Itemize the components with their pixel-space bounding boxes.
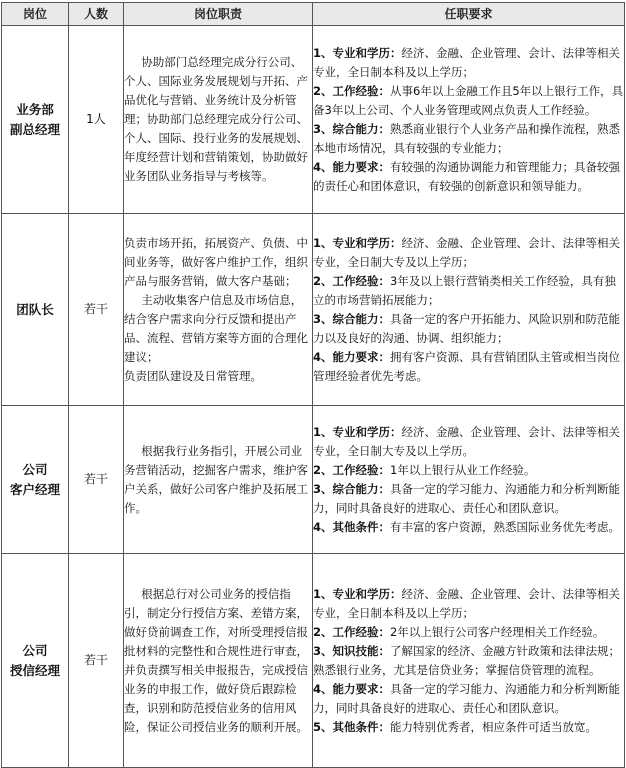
requirement-item	[313, 461, 624, 480]
requirement-item	[313, 310, 624, 348]
requirement-item	[313, 718, 624, 737]
requirements-cell	[313, 26, 625, 214]
duty-paragraph: 主动收集客户信息及市场信息，结合客户需求向分行反馈和提出产品、流程、营销方案等方面的合理化建议；	[124, 292, 308, 364]
duties-cell	[124, 554, 313, 768]
requirement-item	[313, 518, 624, 537]
position-line: 公司	[22, 461, 48, 477]
requirement-text: 具备一定的学习能力、沟通能力和分析判断能力，同时具备良好的进取心、责任心和团队意识。	[313, 481, 621, 515]
requirement-label: 3、综合能力：	[313, 311, 391, 326]
requirement-text: 从事6年以上金融工作且5年以上银行工作，具备3年以上公司、个人业务管理或网点负责人工作经验。	[313, 83, 624, 117]
duty-paragraph: 根据总行对公司业务的授信指引，制定分行授信方案、差错方案，做好贷前调查工作，对所受理授信报批材料的完整性和合规性进行审查，并负责撰写相关申报报告，完成授信业务的申报工作，做好贷后跟踪检查，识别和防范授信业务的信用风险，保证公司授信业务的顺利开展。	[124, 586, 308, 734]
requirement-item	[313, 585, 624, 623]
requirement-label: 1、专业和学历：	[313, 45, 402, 60]
requirement-label: 4、能力要求：	[313, 159, 391, 174]
requirement-item	[313, 234, 624, 272]
job-table	[1, 2, 625, 768]
requirement-item	[313, 623, 624, 642]
header-count: 人数	[69, 3, 124, 26]
position-line: 团队长	[16, 301, 54, 317]
requirement-label: 2、工作经验：	[313, 273, 391, 288]
requirement-item	[313, 44, 624, 82]
requirement-label: 3、知识技能：	[313, 643, 391, 658]
requirement-item	[313, 348, 624, 386]
requirement-item	[313, 272, 624, 310]
count-cell: 若干	[69, 406, 124, 554]
header-row	[2, 3, 625, 26]
requirement-label: 1、专业和学历：	[313, 424, 402, 439]
requirements-cell	[313, 554, 625, 768]
requirement-label: 2、工作经验：	[313, 624, 391, 639]
duties-cell	[124, 26, 313, 214]
position-line: 副总经理	[9, 121, 60, 137]
position-line: 客户经理	[9, 481, 60, 497]
requirement-label: 1、专业和学历：	[313, 235, 402, 250]
requirement-label: 4、其他条件：	[313, 519, 391, 534]
duty-paragraph: 负责团队建设及日常管理。	[124, 368, 262, 383]
requirement-item	[313, 642, 624, 680]
position-cell	[2, 406, 69, 554]
requirement-item	[313, 680, 624, 718]
position-line: 授信经理	[9, 662, 60, 678]
count-cell: 若干	[69, 554, 124, 768]
requirement-label: 4、能力要求：	[313, 681, 391, 696]
position-line: 公司	[22, 642, 48, 658]
requirement-label: 2、工作经验：	[313, 462, 391, 477]
requirement-text: 具备一定的学习能力、沟通能力和分析判断能力，同时具备良好的进取心、责任心和团队意识。	[313, 681, 621, 715]
position-cell	[2, 214, 69, 406]
requirement-text: 有丰富的客户资源，熟悉国际业务优先考虑。	[390, 519, 621, 534]
position-cell	[2, 26, 69, 214]
requirement-text: 了解国家的经济、金融方针政策和法律法规；熟悉银行业务，尤其是信贷业务；掌握信贷管理的流程。	[313, 643, 621, 677]
duties-cell	[124, 406, 313, 554]
requirement-label: 5、其他条件：	[313, 719, 391, 734]
count-cell: 若干	[69, 214, 124, 406]
requirement-text: 2年以上银行公司客户经理相关工作经验。	[390, 624, 605, 639]
duty-paragraph: 根据我行业务指引，开展公司业务营销活动，挖掘客户需求，维护客户关系，做好公司客户维护及拓展工作。	[124, 443, 308, 515]
requirement-text: 经济、金融、企业管理、会计、法律等相关专业，全日制大专及以上学历；	[313, 235, 621, 269]
requirements-cell	[313, 406, 625, 554]
requirement-item	[313, 480, 624, 518]
table-row	[2, 406, 625, 554]
requirement-text: 经济、金融、企业管理、会计、法律等相关专业，全日制本科及以上学历；	[313, 45, 621, 79]
requirement-item	[313, 120, 624, 158]
requirement-label: 2、工作经验：	[313, 83, 391, 98]
header-requirements: 任职要求	[313, 3, 625, 26]
table-row	[2, 214, 625, 406]
duties-cell	[124, 214, 313, 406]
count-cell: 1人	[69, 26, 124, 214]
requirement-item	[313, 158, 624, 196]
requirement-text: 能力特别优秀者，相应条件可适当放宽。	[390, 719, 598, 734]
requirement-item	[313, 82, 624, 120]
requirement-text: 3年及以上银行营销类相关工作经验，具有独立的市场营销拓展能力；	[313, 273, 616, 307]
requirement-text: 具备一定的客户开拓能力、风险识别和防范能力以及良好的沟通、协调、组织能力；	[313, 311, 621, 345]
requirement-text: 熟悉商业银行个人业务产品和操作流程，熟悉本地市场情况，具有较强的专业能力；	[313, 121, 621, 155]
requirement-label: 3、综合能力：	[313, 481, 391, 496]
header-position: 岗位	[2, 3, 69, 26]
requirement-item	[313, 423, 624, 461]
position-line: 业务部	[16, 101, 54, 117]
duty-paragraph: 负责市场开拓，拓展资产、负债、中间业务等，做好客户维护工作，组织产品与服务营销，做大客户基础；	[124, 235, 308, 288]
requirement-text: 经济、金融、企业管理、会计、法律等相关专业，全日制大专及以上学历。	[313, 424, 621, 458]
table-row	[2, 26, 625, 214]
requirement-text: 1年以上银行从业工作经验。	[390, 462, 536, 477]
requirement-label: 1、专业和学历：	[313, 586, 402, 601]
header-duties: 岗位职责	[124, 3, 313, 26]
duty-paragraph: 协助部门总经理完成分行公司、个人、国际业务发展规划与开拓、产品优化与营销、业务统计及分析管理；协助部门总经理完成分行公司、个人、国际、投行业务的发展规划、年度经营计划和营销策划，协助做好业务团队业务指导与考核等。	[124, 55, 308, 183]
requirements-cell	[313, 214, 625, 406]
requirement-label: 3、综合能力：	[313, 121, 391, 136]
requirement-text: 拥有客户资源、具有营销团队主管或相当岗位管理经验者优先考虑。	[313, 349, 621, 383]
requirement-text: 经济、金融、企业管理、会计、法律等相关专业，全日制本科及以上学历；	[313, 586, 621, 620]
position-cell	[2, 554, 69, 768]
table-row	[2, 554, 625, 768]
requirement-text: 有较强的沟通协调能力和管理能力；具备较强的责任心和团体意识，有较强的创新意识和领导能力。	[313, 159, 621, 193]
requirement-label: 4、能力要求：	[313, 349, 391, 364]
